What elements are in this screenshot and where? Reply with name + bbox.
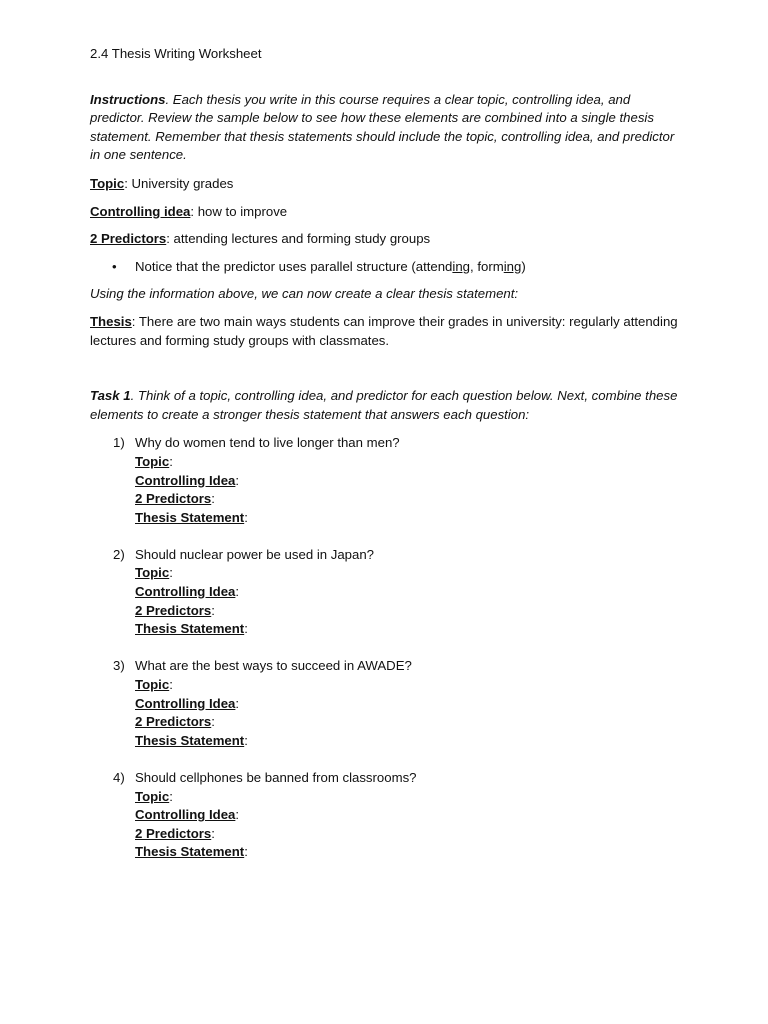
thesis-statement-label: Thesis Statement (135, 844, 245, 860)
predictors-label: 2 Predictors (135, 602, 212, 618)
colon: : (244, 509, 248, 525)
colon: : (169, 565, 173, 581)
question-body (135, 769, 680, 862)
controlling-idea-field (135, 583, 680, 602)
using-info-sentence: Using the information above, we can now create a clear thesis statement: (90, 286, 519, 302)
sample-controlling-label: Controlling idea (90, 203, 191, 219)
colon: : (244, 844, 248, 860)
colon: : (211, 714, 215, 730)
question-item (90, 657, 680, 750)
colon: : (211, 491, 215, 507)
question-text: Should cellphones be banned from classrooms? (135, 770, 417, 785)
bullet-text-middle: , form (470, 258, 504, 274)
controlling-idea-label: Controlling Idea (135, 695, 236, 711)
sample-topic-value: : University grades (124, 175, 234, 191)
colon: : (244, 732, 248, 748)
instructions-label: Instructions (90, 91, 166, 107)
question-item (90, 769, 680, 862)
controlling-idea-label: Controlling Idea (135, 807, 236, 823)
sample-controlling-value: : how to improve (190, 203, 288, 219)
question-text: Should nuclear power be used in Japan? (135, 546, 375, 562)
colon: : (169, 453, 173, 469)
colon: : (235, 807, 240, 823)
predictors-field (135, 825, 680, 844)
sample-topic-label: Topic (90, 175, 125, 191)
question-body (135, 657, 680, 750)
topic-field (135, 788, 680, 807)
predictors-label: 2 Predictors (135, 714, 212, 730)
predictors-field (135, 713, 680, 732)
controlling-idea-label: Controlling Idea (135, 584, 236, 600)
question-number: 4) (113, 770, 125, 785)
bullet-text-suffix: ) (521, 258, 526, 274)
question-body (135, 546, 680, 639)
sample-controlling-idea (90, 203, 680, 222)
question-number: 2) (113, 546, 125, 562)
predictors-label: 2 Predictors (135, 491, 212, 507)
question-item (90, 546, 680, 639)
topic-label: Topic (135, 453, 170, 469)
instructions-paragraph (90, 91, 680, 165)
bullet-text (135, 258, 526, 277)
thesis-statement-label: Thesis Statement (135, 621, 245, 637)
controlling-idea-field (135, 472, 680, 491)
controlling-idea-field (135, 806, 680, 825)
colon: : (244, 621, 248, 637)
thesis-statement-label: Thesis Statement (135, 732, 245, 748)
controlling-idea-field (135, 695, 680, 714)
colon: : (235, 584, 240, 600)
colon: : (211, 825, 215, 841)
task-instructions (90, 387, 680, 424)
bullet-text-prefix: Notice that the predictor uses parallel structure (attend (135, 258, 453, 274)
topic-label: Topic (135, 788, 170, 804)
controlling-idea-label: Controlling Idea (135, 472, 236, 488)
topic-label: Topic (135, 677, 170, 693)
predictors-field (135, 490, 680, 509)
colon: : (169, 788, 173, 804)
thesis-statement-field (135, 509, 680, 528)
sample-thesis-value: : There are two main ways students can improve their grades in university: regularly attending lectures and forming study groups with classmates. (90, 313, 678, 348)
question-body (135, 434, 680, 527)
thesis-statement-field (135, 620, 680, 639)
document-content (90, 45, 680, 881)
topic-field (135, 453, 680, 472)
sample-predictors-value: : attending lectures and forming study groups (166, 231, 431, 247)
bullet-ing-1: ing (452, 258, 471, 274)
sample-predictors (90, 230, 680, 249)
task-label: Task 1 (90, 388, 131, 404)
question-number: 3) (113, 658, 125, 674)
question-text: Why do women tend to live longer than men? (135, 435, 400, 451)
question-number: 1) (113, 435, 125, 451)
task-text: . Think of a topic, controlling idea, and predictor for each question below. Next, combine these elements to create a stronger thesis statement that answers each question: (90, 388, 678, 422)
instructions-text: . Each thesis you write in this course requires a clear topic, controlling idea, and predictor. Review the sample below to see how these elements are combined into a single thesis statement. Remember that thesis statements should include the topic, controlling idea, and predictor in one sentence. (90, 91, 675, 163)
predictors-label: 2 Predictors (135, 825, 212, 841)
colon: : (235, 695, 240, 711)
predictors-field (135, 602, 680, 621)
sample-topic (90, 175, 680, 194)
thesis-statement-field (135, 843, 680, 862)
bullet-icon: • (112, 258, 117, 274)
colon: : (235, 472, 240, 488)
colon: : (169, 677, 173, 693)
parallel-structure-note (112, 258, 680, 277)
bullet-ing-2: ing (503, 258, 522, 274)
sample-thesis (90, 313, 680, 350)
colon: : (211, 602, 215, 618)
document-title: 2.4 Thesis Writing Worksheet (90, 46, 262, 61)
thesis-statement-label: Thesis Statement (135, 509, 245, 525)
topic-field (135, 676, 680, 695)
question-list (90, 434, 680, 862)
question-text: What are the best ways to succeed in AWADE? (135, 658, 412, 674)
thesis-statement-field (135, 732, 680, 751)
question-item (90, 434, 680, 527)
topic-field (135, 564, 680, 583)
sample-thesis-label: Thesis (90, 313, 132, 329)
sample-predictors-label: 2 Predictors (90, 231, 167, 247)
topic-label: Topic (135, 565, 170, 581)
